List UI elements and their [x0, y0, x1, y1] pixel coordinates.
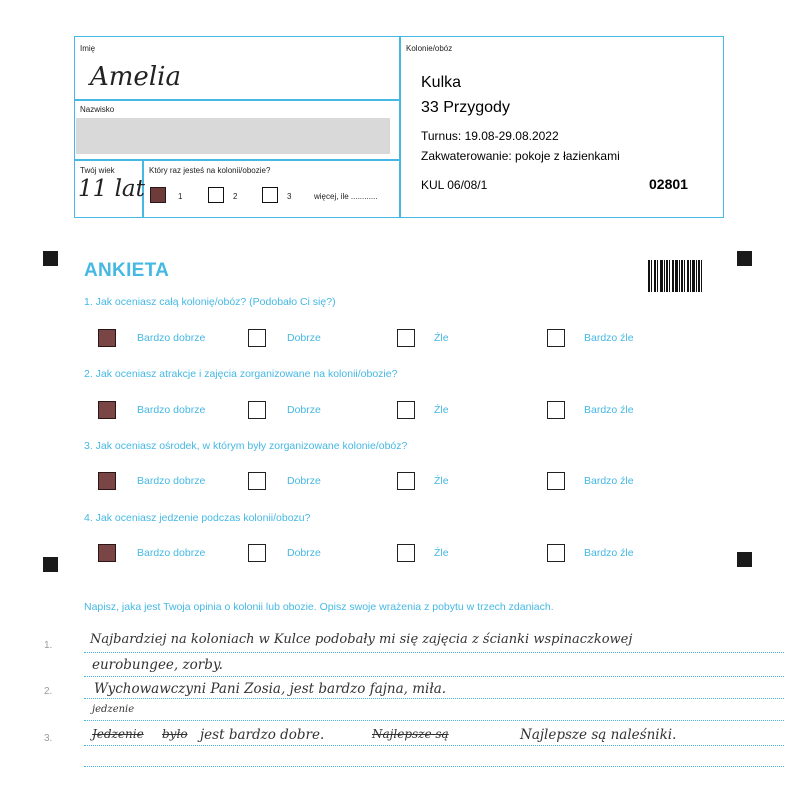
answer-line-1b[interactable] [84, 676, 784, 677]
barcode-icon [648, 260, 702, 292]
q4-label-bardzo-dobrze: Bardzo dobrze [137, 547, 206, 559]
times-label: Który raz jesteś na kolonii/obozie? [149, 166, 271, 175]
answer-1-continued: eurobungee, zorby. [92, 657, 223, 673]
answer-line-3b[interactable] [84, 766, 784, 767]
camp-number: 02801 [649, 176, 688, 192]
header-divider-vertical [399, 36, 401, 218]
q2-checkbox-dobrze[interactable] [248, 401, 266, 419]
name-value: Amelia [90, 62, 181, 92]
registration-mark-top-right [737, 251, 752, 266]
camp-code: KUL 06/08/1 [421, 178, 488, 192]
q1-label-bardzo-zle: Bardzo źle [584, 332, 634, 344]
q3-label-bardzo-dobrze: Bardzo dobrze [137, 475, 206, 487]
q4-label-zle: Źle [434, 547, 449, 559]
registration-mark-bottom-left [43, 557, 58, 572]
accommodation-text: Zakwaterowanie: pokoje z łazienkami [421, 149, 620, 163]
q4-checkbox-bardzo-zle[interactable] [547, 544, 565, 562]
answer-line-number-2: 2. [44, 686, 53, 697]
header-divider-surname [74, 159, 400, 161]
answer-line-3[interactable] [84, 745, 784, 746]
times-checkbox-1[interactable] [150, 187, 166, 203]
name-label: Imię [80, 44, 96, 53]
q4-checkbox-bardzo-dobrze[interactable] [98, 544, 116, 562]
survey-title: ANKIETA [84, 260, 170, 281]
times-more-field[interactable]: więcej, ile ............ [314, 192, 378, 201]
times-checkbox-2[interactable] [208, 187, 224, 203]
camp-name: Kulka [421, 74, 462, 91]
answer-3-struck-word-1: Jedzenie [92, 727, 144, 741]
header-divider-name [74, 99, 400, 101]
q4-label-bardzo-zle: Bardzo źle [584, 547, 634, 559]
times-option-3: 3 [287, 192, 292, 201]
q1-checkbox-bardzo-dobrze[interactable] [98, 329, 116, 347]
q2-checkbox-bardzo-zle[interactable] [547, 401, 565, 419]
q1-label-zle: Źle [434, 332, 449, 344]
age-label: Twój wiek [80, 166, 115, 175]
q3-checkbox-dobrze[interactable] [248, 472, 266, 490]
registration-mark-bottom-right [737, 552, 752, 567]
q2-label-bardzo-dobrze: Bardzo dobrze [137, 404, 206, 416]
q3-label-bardzo-zle: Bardzo źle [584, 475, 634, 487]
answer-3-struck-word-2: było [162, 727, 188, 741]
times-option-2: 2 [233, 192, 238, 201]
answer-2-text: Wychowawczyni Pani Zosia, jest bardzo fajna, miła. [94, 681, 447, 697]
question-3-text: 3. Jak oceniasz ośrodek, w którym były zorganizowane kolonie/obóz? [84, 440, 408, 452]
turnus-text: Turnus: 19.08-29.08.2022 [421, 129, 559, 143]
answer-line-2[interactable] [84, 698, 784, 699]
q3-checkbox-zle[interactable] [397, 472, 415, 490]
q3-label-zle: Źle [434, 475, 449, 487]
q1-checkbox-zle[interactable] [397, 329, 415, 347]
q2-label-dobrze: Dobrze [287, 404, 321, 416]
times-checkbox-3[interactable] [262, 187, 278, 203]
q3-label-dobrze: Dobrze [287, 475, 321, 487]
q1-label-dobrze: Dobrze [287, 332, 321, 344]
surname-label: Nazwisko [80, 105, 115, 114]
question-4-text: 4. Jak oceniasz jedzenie podczas kolonii/obozu? [84, 512, 311, 524]
q2-label-bardzo-zle: Bardzo źle [584, 404, 634, 416]
q4-label-dobrze: Dobrze [287, 547, 321, 559]
opinion-prompt: Napisz, jaka jest Twoja opinia o kolonii lub obozie. Opisz swoje wrażenia z pobytu w trzech zdaniach. [84, 601, 554, 613]
surname-redacted [76, 118, 390, 154]
question-1-text: 1. Jak oceniasz całą kolonię/obóz? (Podobało Ci się?) [84, 296, 336, 308]
answer-line-number-1: 1. [44, 640, 53, 651]
q3-checkbox-bardzo-dobrze[interactable] [98, 472, 116, 490]
answer-3-correction: jedzenie [92, 704, 135, 715]
answer-line-1[interactable] [84, 652, 784, 653]
q4-checkbox-dobrze[interactable] [248, 544, 266, 562]
times-option-1: 1 [178, 192, 183, 201]
answer-3-main: jest bardzo dobre. [200, 727, 325, 743]
answer-3-end: Najlepsze są naleśniki. [520, 727, 677, 743]
age-value: 11 lat [78, 176, 145, 202]
camp-title: 33 Przygody [421, 99, 510, 116]
answer-line-number-3: 3. [44, 733, 53, 744]
registration-mark-top-left [43, 251, 58, 266]
q2-checkbox-bardzo-dobrze[interactable] [98, 401, 116, 419]
q4-checkbox-zle[interactable] [397, 544, 415, 562]
answer-3-struck-phrase: Najlepsze są [372, 727, 449, 741]
q3-checkbox-bardzo-zle[interactable] [547, 472, 565, 490]
question-2-text: 2. Jak oceniasz atrakcje i zajęcia zorganizowane na kolonii/obozie? [84, 368, 398, 380]
q2-checkbox-zle[interactable] [397, 401, 415, 419]
q1-checkbox-dobrze[interactable] [248, 329, 266, 347]
q1-label-bardzo-dobrze: Bardzo dobrze [137, 332, 206, 344]
q1-checkbox-bardzo-zle[interactable] [547, 329, 565, 347]
answer-1-text: Najbardziej na koloniach w Kulce podobały mi się zajęcia z ścianki wspinaczkowej [90, 632, 633, 647]
q2-label-zle: Źle [434, 404, 449, 416]
answer-line-2b[interactable] [84, 720, 784, 721]
camp-label: Kolonie/obóz [406, 44, 453, 53]
